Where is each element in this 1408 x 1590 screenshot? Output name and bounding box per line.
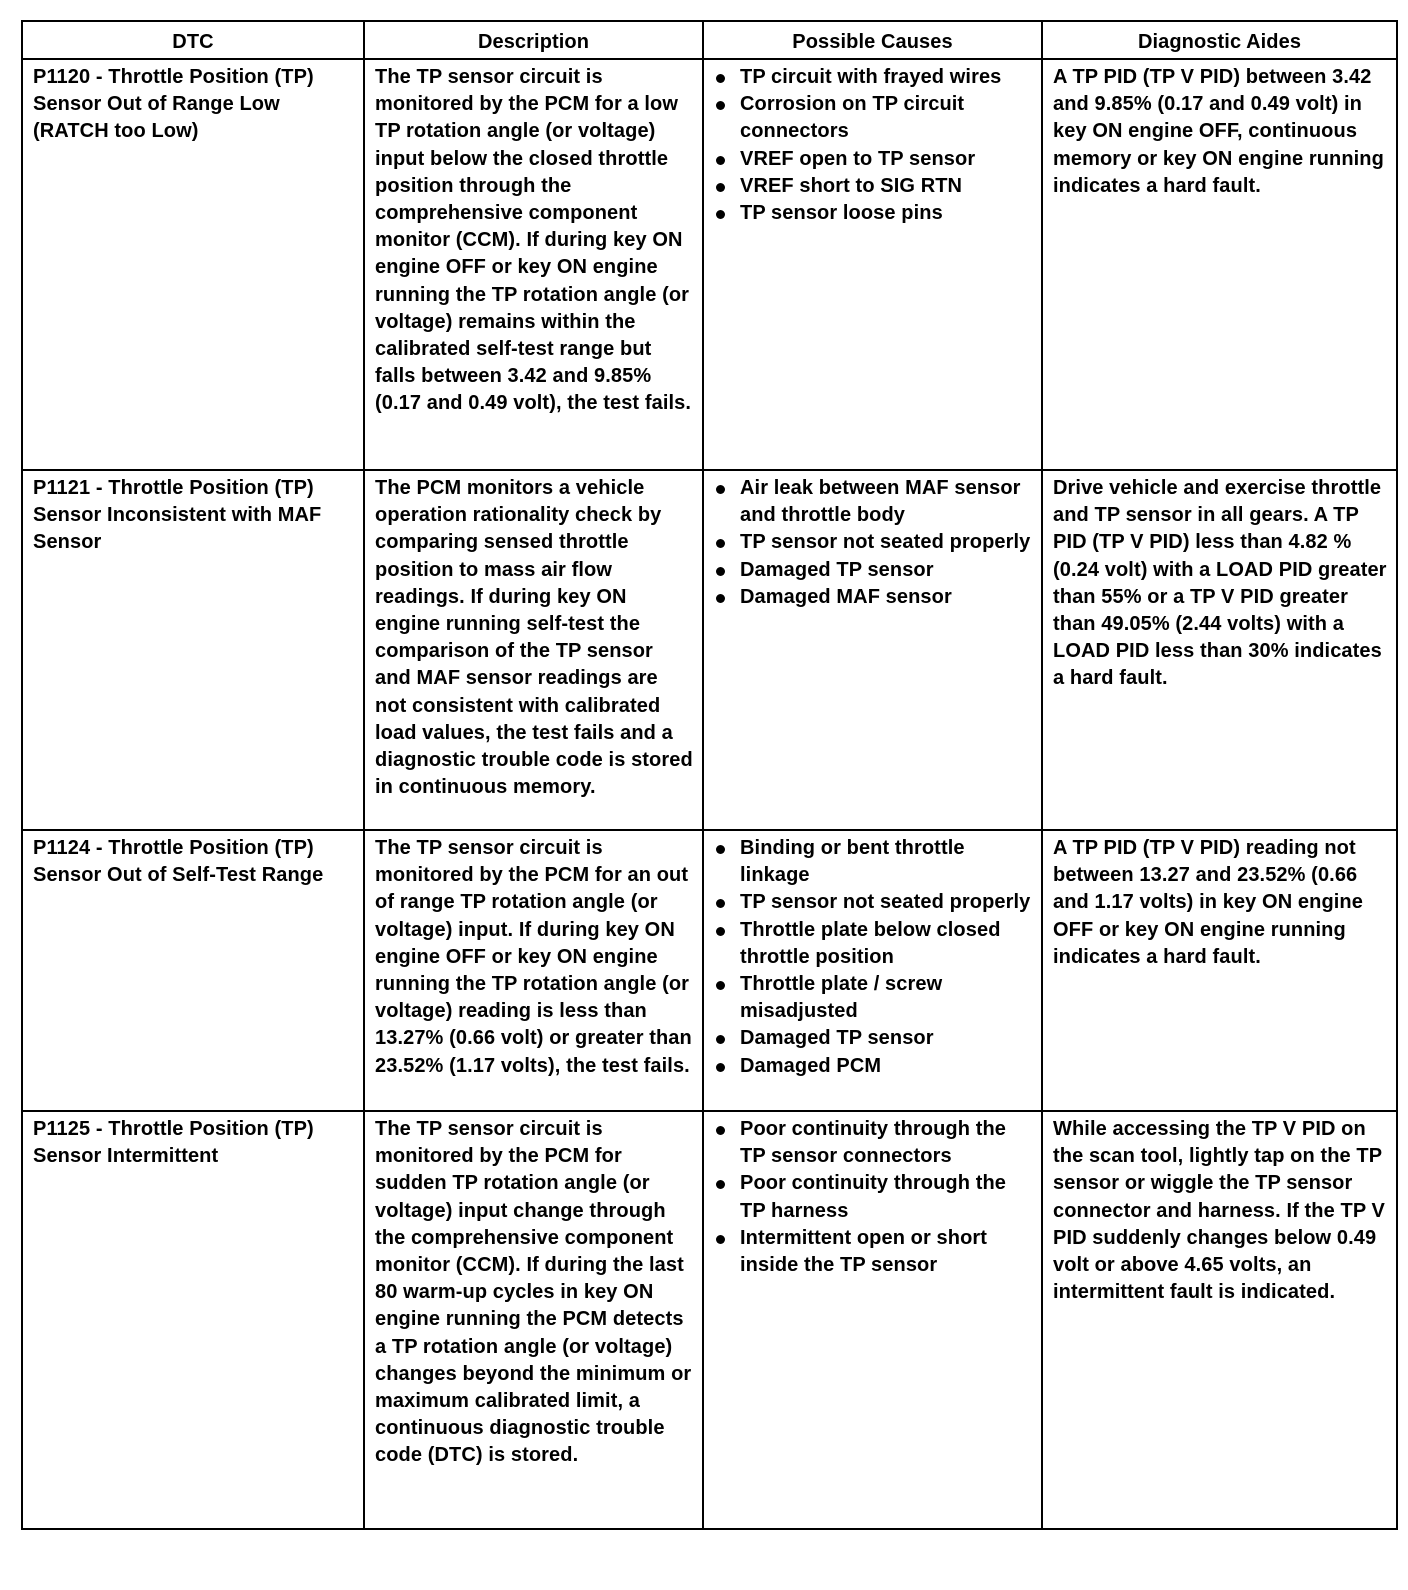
cause-item: Poor continuity through the TP sensor connectors	[714, 1116, 1033, 1170]
description-cell: The PCM monitors a vehicle operation rationality check by comparing sensed throttle position to mass air flow readings. If during key ON engine running self-test the comparison of the TP sensor and MAF sensor readings are not consistent with calibrated load values, the test fails and a diagnostic trouble code is stored in continuous memory.	[364, 470, 703, 830]
cause-item: Air leak between MAF sensor and throttle body	[714, 475, 1033, 529]
possible-causes-cell	[703, 830, 1042, 1111]
table-row	[22, 470, 1397, 830]
possible-causes-cell	[703, 1111, 1042, 1529]
dtc-code-cell: P1124 - Throttle Position (TP) Sensor Out of Self-Test Range	[22, 830, 364, 1111]
cause-item: Damaged MAF sensor	[714, 584, 1033, 611]
possible-causes-cell	[703, 470, 1042, 830]
causes-list	[714, 64, 1033, 227]
cause-item: TP sensor not seated properly	[714, 889, 1033, 916]
cause-item: Damaged TP sensor	[714, 557, 1033, 584]
diagnostic-aides-cell: A TP PID (TP V PID) reading not between 13.27 and 23.52% (0.66 and 1.17 volts) in key ON engine OFF or key ON engine running indicates a hard fault.	[1042, 830, 1397, 1111]
causes-list	[714, 835, 1033, 1080]
cause-item: TP circuit with frayed wires	[714, 64, 1033, 91]
description-cell: The TP sensor circuit is monitored by the PCM for a low TP rotation angle (or voltage) input below the closed throttle position through the comprehensive component monitor (CCM). If during key ON engine OFF or key ON engine running the TP rotation angle (or voltage) remains within the calibrated self-test range but falls between 3.42 and 9.85% (0.17 and 0.49 volt), the test fails.	[364, 59, 703, 470]
cause-item: VREF open to TP sensor	[714, 146, 1033, 173]
cause-item: Binding or bent throttle linkage	[714, 835, 1033, 889]
dtc-table	[21, 20, 1398, 1530]
diagnostic-aides-cell: While accessing the TP V PID on the scan tool, lightly tap on the TP sensor or wiggle the TP sensor connector and harness. If the TP V PID suddenly changes below 0.49 volt or above 4.65 volts, an intermittent fault is indicated.	[1042, 1111, 1397, 1529]
causes-list	[714, 1116, 1033, 1279]
description-cell: The TP sensor circuit is monitored by the PCM for sudden TP rotation angle (or voltage) input change through the comprehensive component monitor (CCM). If during the last 80 warm-up cycles in key ON engine running the PCM detects a TP rotation angle (or voltage) changes beyond the minimum or maximum calibrated limit, a continuous diagnostic trouble code (DTC) is stored.	[364, 1111, 703, 1529]
table-row	[22, 1111, 1397, 1529]
dtc-code-cell: P1120 - Throttle Position (TP) Sensor Out of Range Low (RATCH too Low)	[22, 59, 364, 470]
table-header	[22, 21, 1397, 59]
cause-item: Throttle plate below closed throttle position	[714, 917, 1033, 971]
cause-item: Throttle plate / screw misadjusted	[714, 971, 1033, 1025]
cause-item: Corrosion on TP circuit connectors	[714, 91, 1033, 145]
table-row	[22, 830, 1397, 1111]
header-dtc: DTC	[22, 21, 364, 59]
table-row	[22, 59, 1397, 470]
header-row	[22, 21, 1397, 59]
possible-causes-cell	[703, 59, 1042, 470]
header-description: Description	[364, 21, 703, 59]
cause-item: Damaged PCM	[714, 1053, 1033, 1080]
cause-item: TP sensor not seated properly	[714, 529, 1033, 556]
causes-list	[714, 475, 1033, 611]
table-body	[22, 59, 1397, 1529]
cause-item: Poor continuity through the TP harness	[714, 1170, 1033, 1224]
header-possible-causes: Possible Causes	[703, 21, 1042, 59]
cause-item: Intermittent open or short inside the TP sensor	[714, 1225, 1033, 1279]
cause-item: Damaged TP sensor	[714, 1025, 1033, 1052]
cause-item: VREF short to SIG RTN	[714, 173, 1033, 200]
diagnostic-aides-cell: Drive vehicle and exercise throttle and TP sensor in all gears. A TP PID (TP V PID) less than 4.82 % (0.24 volt) with a LOAD PID greater than 55% or a TP V PID greater than 49.05% (2.44 volts) with a LOAD PID less than 30% indicates a hard fault.	[1042, 470, 1397, 830]
dtc-code-cell: P1125 - Throttle Position (TP) Sensor Intermittent	[22, 1111, 364, 1529]
header-diagnostic-aides: Diagnostic Aides	[1042, 21, 1397, 59]
description-cell: The TP sensor circuit is monitored by the PCM for an out of range TP rotation angle (or voltage) input. If during key ON engine OFF or key ON engine running the TP rotation angle (or voltage) reading is less than 13.27% (0.66 volt) or greater than 23.52% (1.17 volts), the test fails.	[364, 830, 703, 1111]
diagnostic-aides-cell: A TP PID (TP V PID) between 3.42 and 9.85% (0.17 and 0.49 volt) in key ON engine OFF, continuous memory or key ON engine running indicates a hard fault.	[1042, 59, 1397, 470]
cause-item: TP sensor loose pins	[714, 200, 1033, 227]
dtc-code-cell: P1121 - Throttle Position (TP) Sensor Inconsistent with MAF Sensor	[22, 470, 364, 830]
